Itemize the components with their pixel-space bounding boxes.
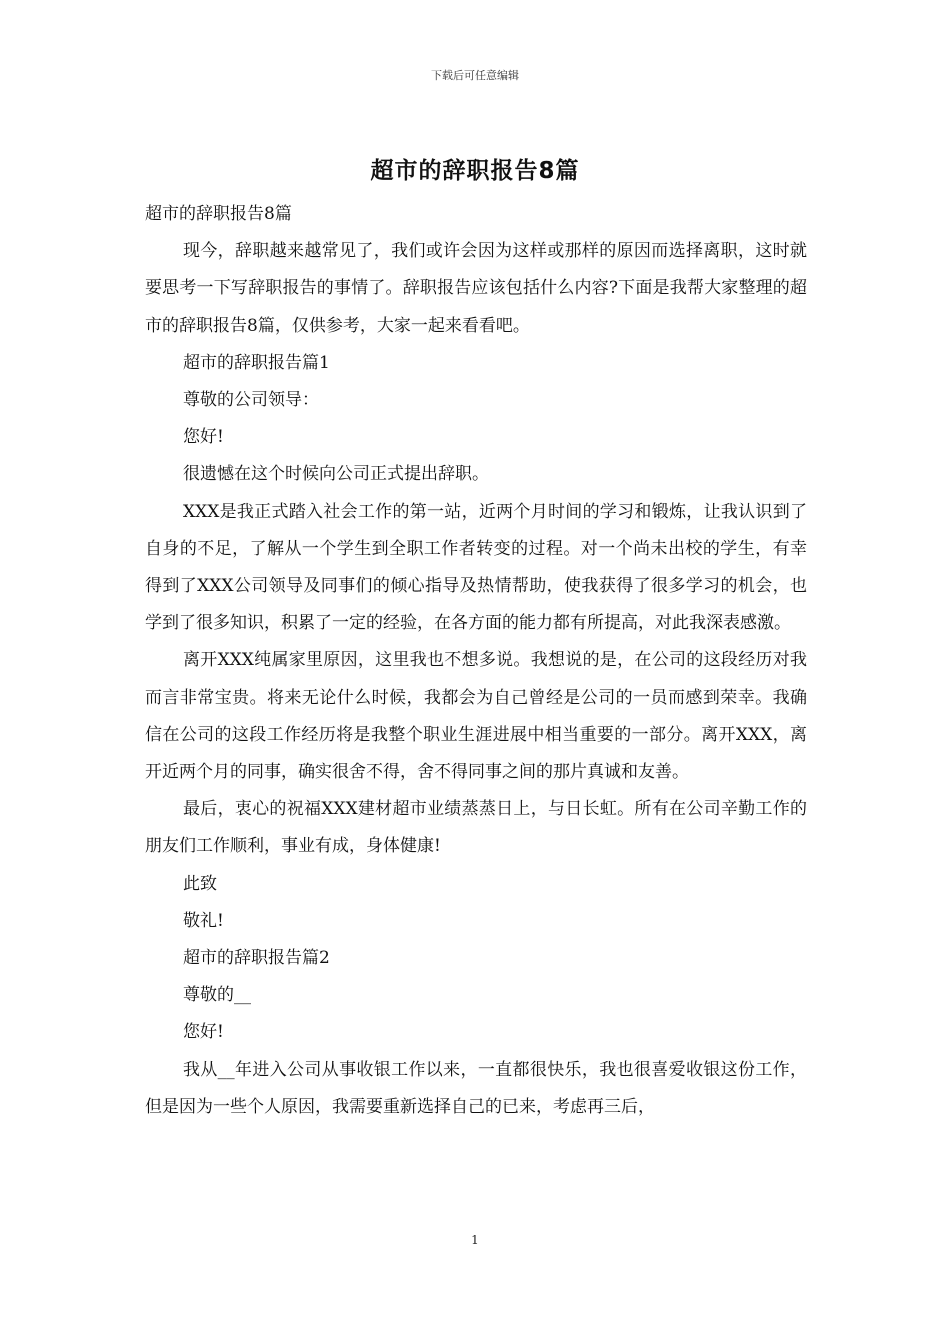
paragraph: 最后，衷心的祝福XXX建材超市业绩蒸蒸日上，与日长虹。所有在公司辛勤工作的朋友们工作顺利，事业有成，身体健康! xyxy=(145,799,807,857)
paragraph: XXX是我正式踏入社会工作的第一站，近两个月时间的学习和锻炼，让我认识到了自身的不足，了解从一个学生到全职工作者转变的过程。对一个尚未出校的学生，有幸得到了XXX公司领导及同事们的倾心指导及热情帮助，使我获得了很多学习的机会，也学到了很多知识，积累了一定的经验，在各方面的能力都有所提高，对此我深表感激。 xyxy=(145,501,807,634)
document-title: 超市的辞职报告8篇 xyxy=(370,158,580,184)
closing: 此致 xyxy=(183,873,217,894)
document-body xyxy=(145,196,807,1126)
section-heading: 超市的辞职报告篇2 xyxy=(183,948,330,969)
salutation: 尊敬的__ xyxy=(183,985,251,1006)
salutation: 尊敬的公司领导： xyxy=(183,390,319,411)
greeting: 您好! xyxy=(183,1022,224,1043)
greeting: 您好! xyxy=(183,427,224,448)
paragraph: 超市的辞职报告8篇 xyxy=(145,204,292,224)
paragraph: 我从__年进入公司从事收银工作以来，一直都很快乐，我也很喜爱收银这份工作，但是因为一些个人原因，我需要重新选择自己的已来，考虑再三后， xyxy=(145,1059,807,1117)
paragraph: 很遗憾在这个时候向公司正式提出辞职。 xyxy=(183,464,489,485)
section-heading: 超市的辞职报告篇1 xyxy=(183,352,330,373)
page-header-note: 下载后可任意编辑 xyxy=(431,69,519,82)
paragraph: 现今，辞职越来越常见了，我们或许会因为这样或那样的原因而选择离职，这时就要思考一下写辞职报告的事情了。辞职报告应该包括什么内容?下面是我帮大家整理的超市的辞职报告8篇，仅供参考，大家一起来看看吧。 xyxy=(145,241,807,336)
page-number: 1 xyxy=(471,1233,479,1247)
paragraph: 离开XXX纯属家里原因，这里我也不想多说。我想说的是，在公司的这段经历对我而言非常宝贵。将来无论什么时候，我都会为自己曾经是公司的一员而感到荣幸。我确信在公司的这段工作经历将是我整个职业生涯进展中相当重要的一部分。离开XXX，离开近两个月的同事，确实很舍不得，舍不得同事之间的那片真诚和友善。 xyxy=(145,650,807,783)
closing: 敬礼! xyxy=(183,910,224,931)
